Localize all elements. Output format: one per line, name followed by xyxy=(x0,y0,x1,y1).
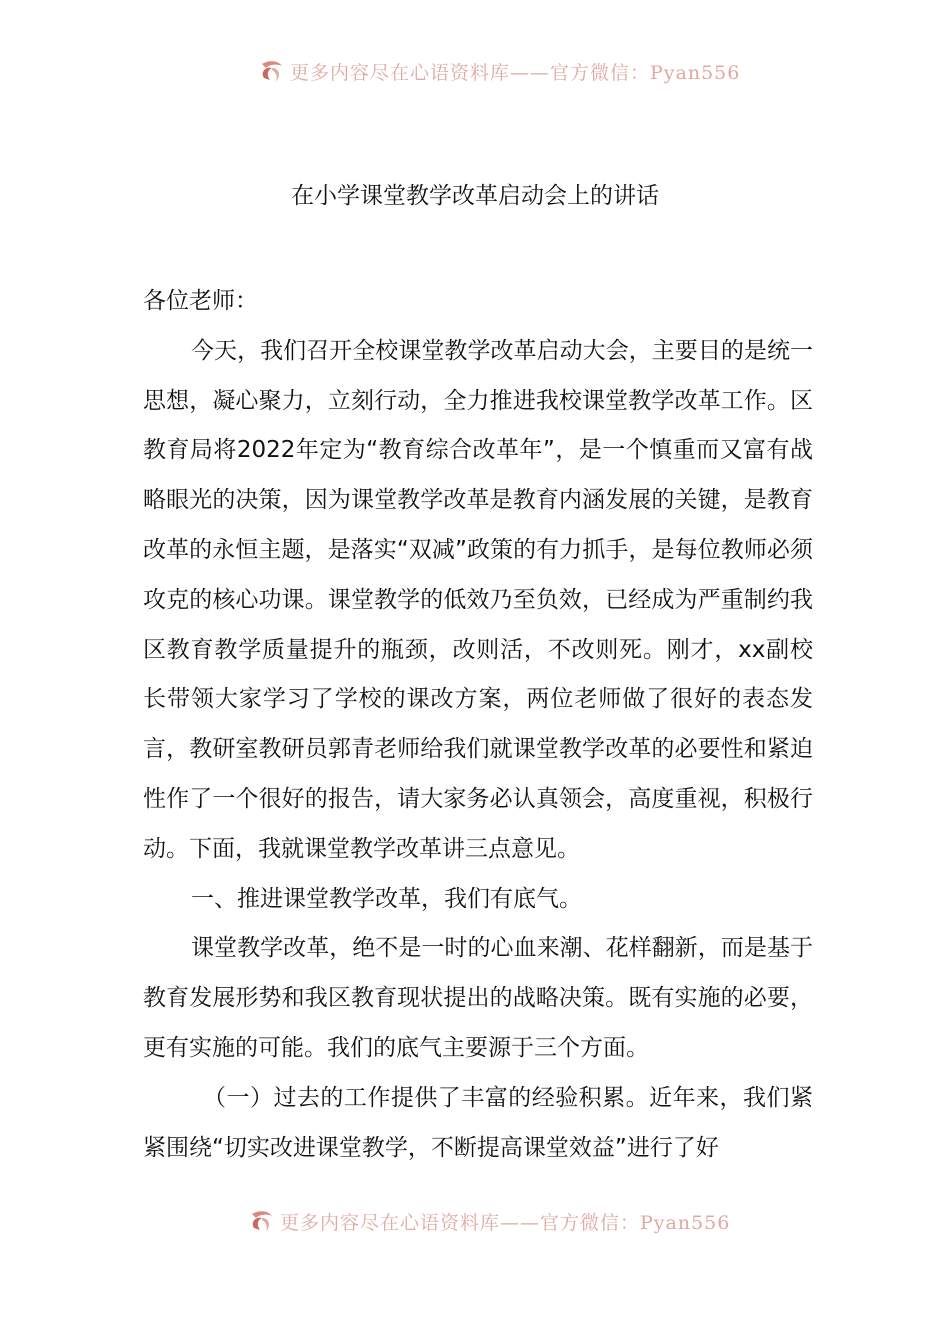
watermark-text: 更多内容尽在心语资料库——官方微信：Pyan556 xyxy=(280,1211,731,1234)
paragraph-intro: 今天，我们召开全校课堂教学改革启动大会，主要目的是统一思想，凝心聚力，立刻行动，全力推进我校课堂教学改革工作。区教育局将2022年定为“教育综合改革年”，是一个慎重而又富有战略眼光的决策，因为课堂教学改革是教育内涵发展的关键，是教育改革的永恒主题，是落实“双减”政策的有力抓手，是每位教师必须攻克的核心功课。课堂教学的低效乃至负效，已经成为严重制约我区教育教学质量提升的瓶颈，改则活，不改则死。刚才，xx副校长带领大家学习了学校的课改方案，两位老师做了很好的表态发言，教研室教研员郭青老师给我们就课堂教学改革的必要性和紧迫性作了一个很好的报告，请大家务必认真领会，高度重视，积极行动。下面，我就课堂教学改革讲三点意见。 xyxy=(143,337,813,862)
document-body xyxy=(143,277,813,1173)
header-watermark xyxy=(0,56,950,86)
paragraph-section-one: 课堂教学改革，绝不是一时的心血来潮、花样翻新，而是基于教育发展形势和我区教育现状提出的战略决策。既有实施的必要，更有实施的可能。我们的底气主要源于三个方面。 xyxy=(143,935,813,1061)
section-heading-one: 一、推进课堂教学改革，我们有底气。 xyxy=(191,885,582,912)
document-title: 在小学课堂教学改革启动会上的讲话 xyxy=(291,183,659,209)
watermark-logo-icon xyxy=(258,58,286,84)
footer-watermark xyxy=(0,1206,950,1236)
salutation: 各位老师： xyxy=(143,288,258,314)
paragraph-subsection-one: （一）过去的工作提供了丰富的经验积累。近年来，我们紧紧围绕“切实改进课堂教学，不断提高课堂效益”进行了好 xyxy=(143,1084,813,1161)
watermark-logo-icon xyxy=(248,1208,276,1234)
watermark-text: 更多内容尽在心语资料库——官方微信：Pyan556 xyxy=(290,61,741,84)
